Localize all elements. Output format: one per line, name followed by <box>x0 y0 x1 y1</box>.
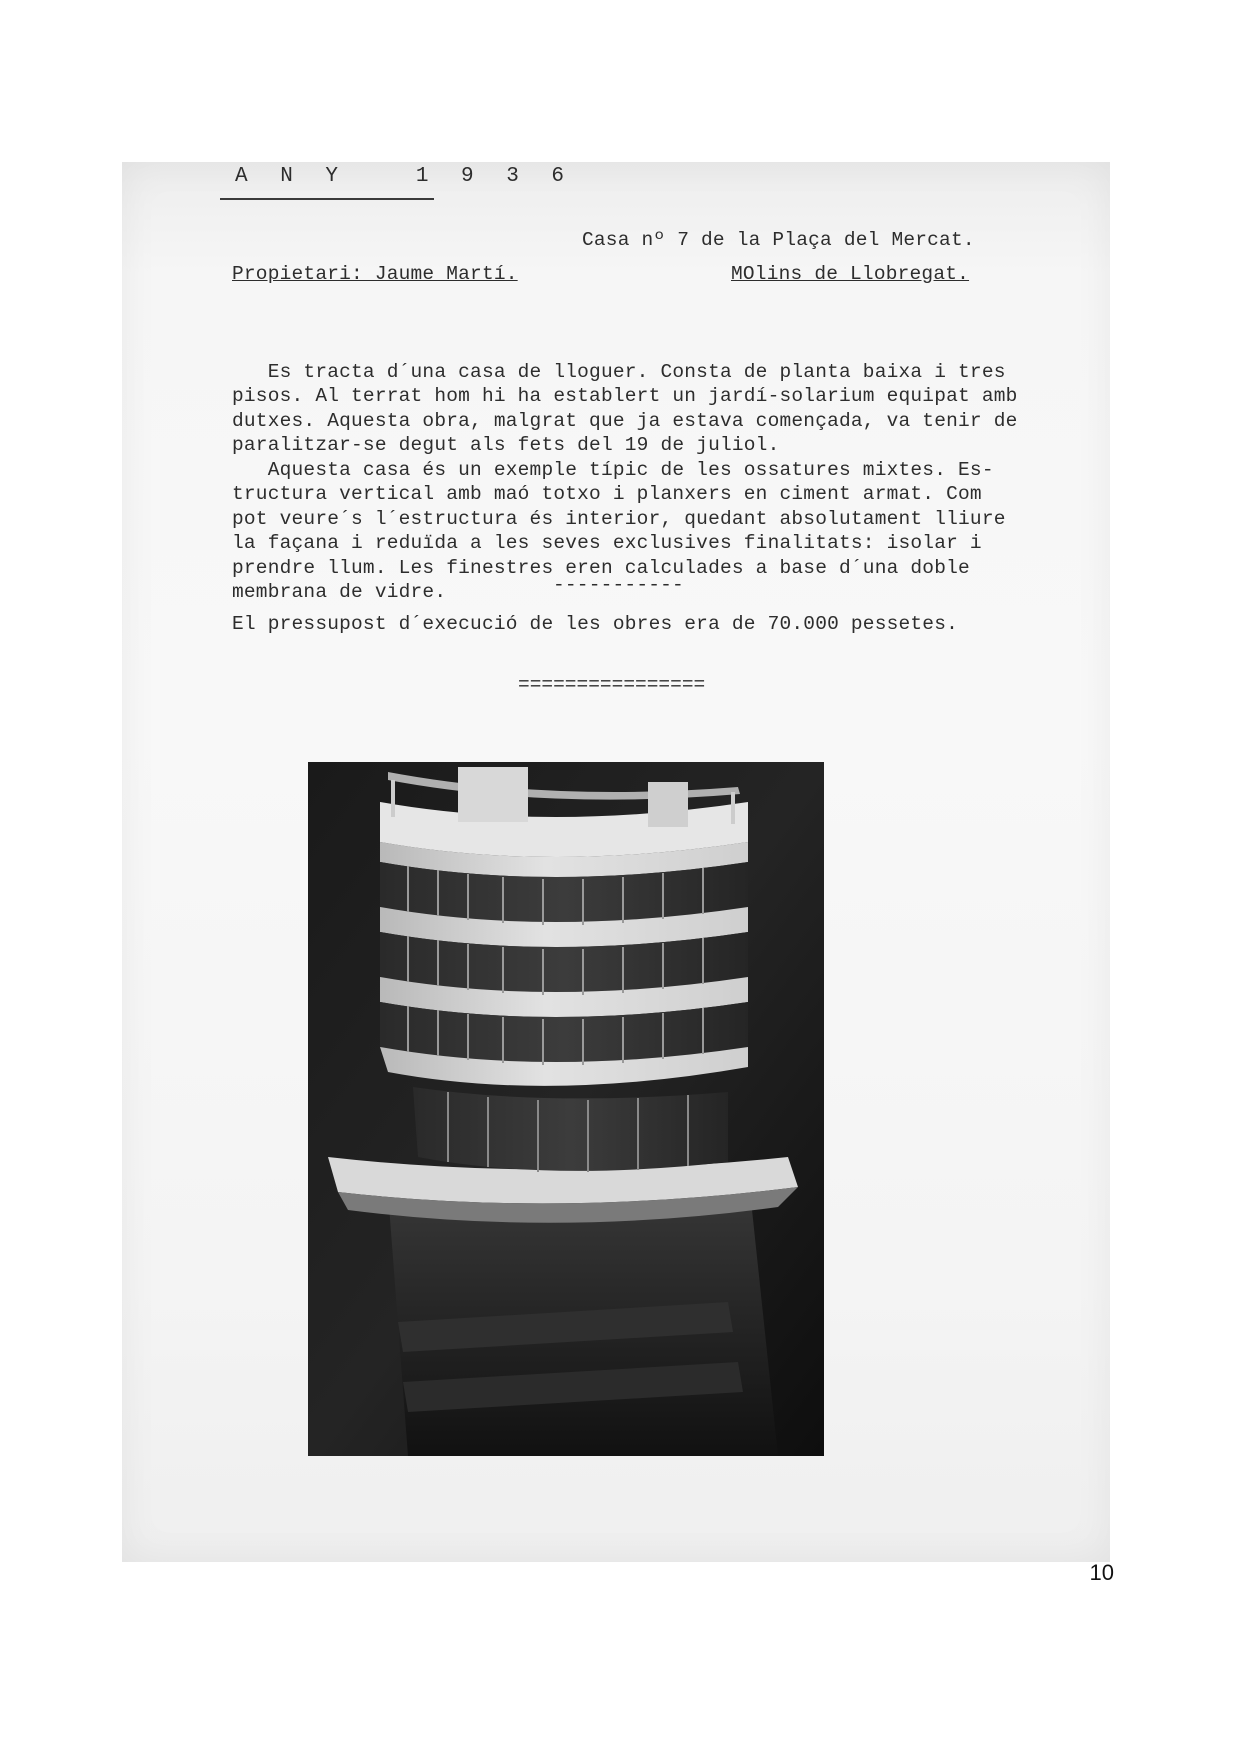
description-line: dutxes. Aquesta obra, malgrat que ja estava començada, va tenir de <box>232 409 1018 432</box>
description-line: membrana de vidre. <box>232 581 447 603</box>
owner-line: Propietari: Jaume Martí. <box>232 263 518 285</box>
description-line: Aquesta casa és un exemple típic de les ossatures mixtes. Es- <box>232 458 994 481</box>
description-line: pot veure´s l´estructura és interior, quedant absolutament lliure <box>232 507 1006 530</box>
address-line-1: Casa nº 7 de la Plaça del Mercat. <box>582 229 975 251</box>
description-line: Es tracta d´una casa de lloguer. Consta de planta baixa i tres <box>232 360 1006 383</box>
description-line: pisos. Al terrat hom hi ha establert un jardí-solarium equipat amb <box>232 385 1018 407</box>
equals-separator: ================ <box>518 674 706 696</box>
budget-line: El pressupost d´execució de les obres era de 70.000 pessetes. <box>232 613 959 635</box>
description-line: tructura vertical amb maó totxo i planxers en ciment armat. Com <box>232 483 982 505</box>
year-heading: A N Y 1 9 3 6 <box>235 165 575 188</box>
page-number: 10 <box>1089 1560 1114 1585</box>
description-line: prendre llum. Les finestres eren calculades a base d´una doble <box>232 556 970 579</box>
building-model-photo <box>308 762 824 1456</box>
year-underline <box>220 198 434 200</box>
dash-separator: ----------- <box>553 574 684 596</box>
description-line: paralitzar-se degut als fets del 19 de juliol. <box>232 434 780 456</box>
address-line-2: MOlins de Llobregat. <box>731 263 970 285</box>
description-line: la façana i reduïda a les seves exclusives finalitats: isolar i <box>232 532 982 554</box>
